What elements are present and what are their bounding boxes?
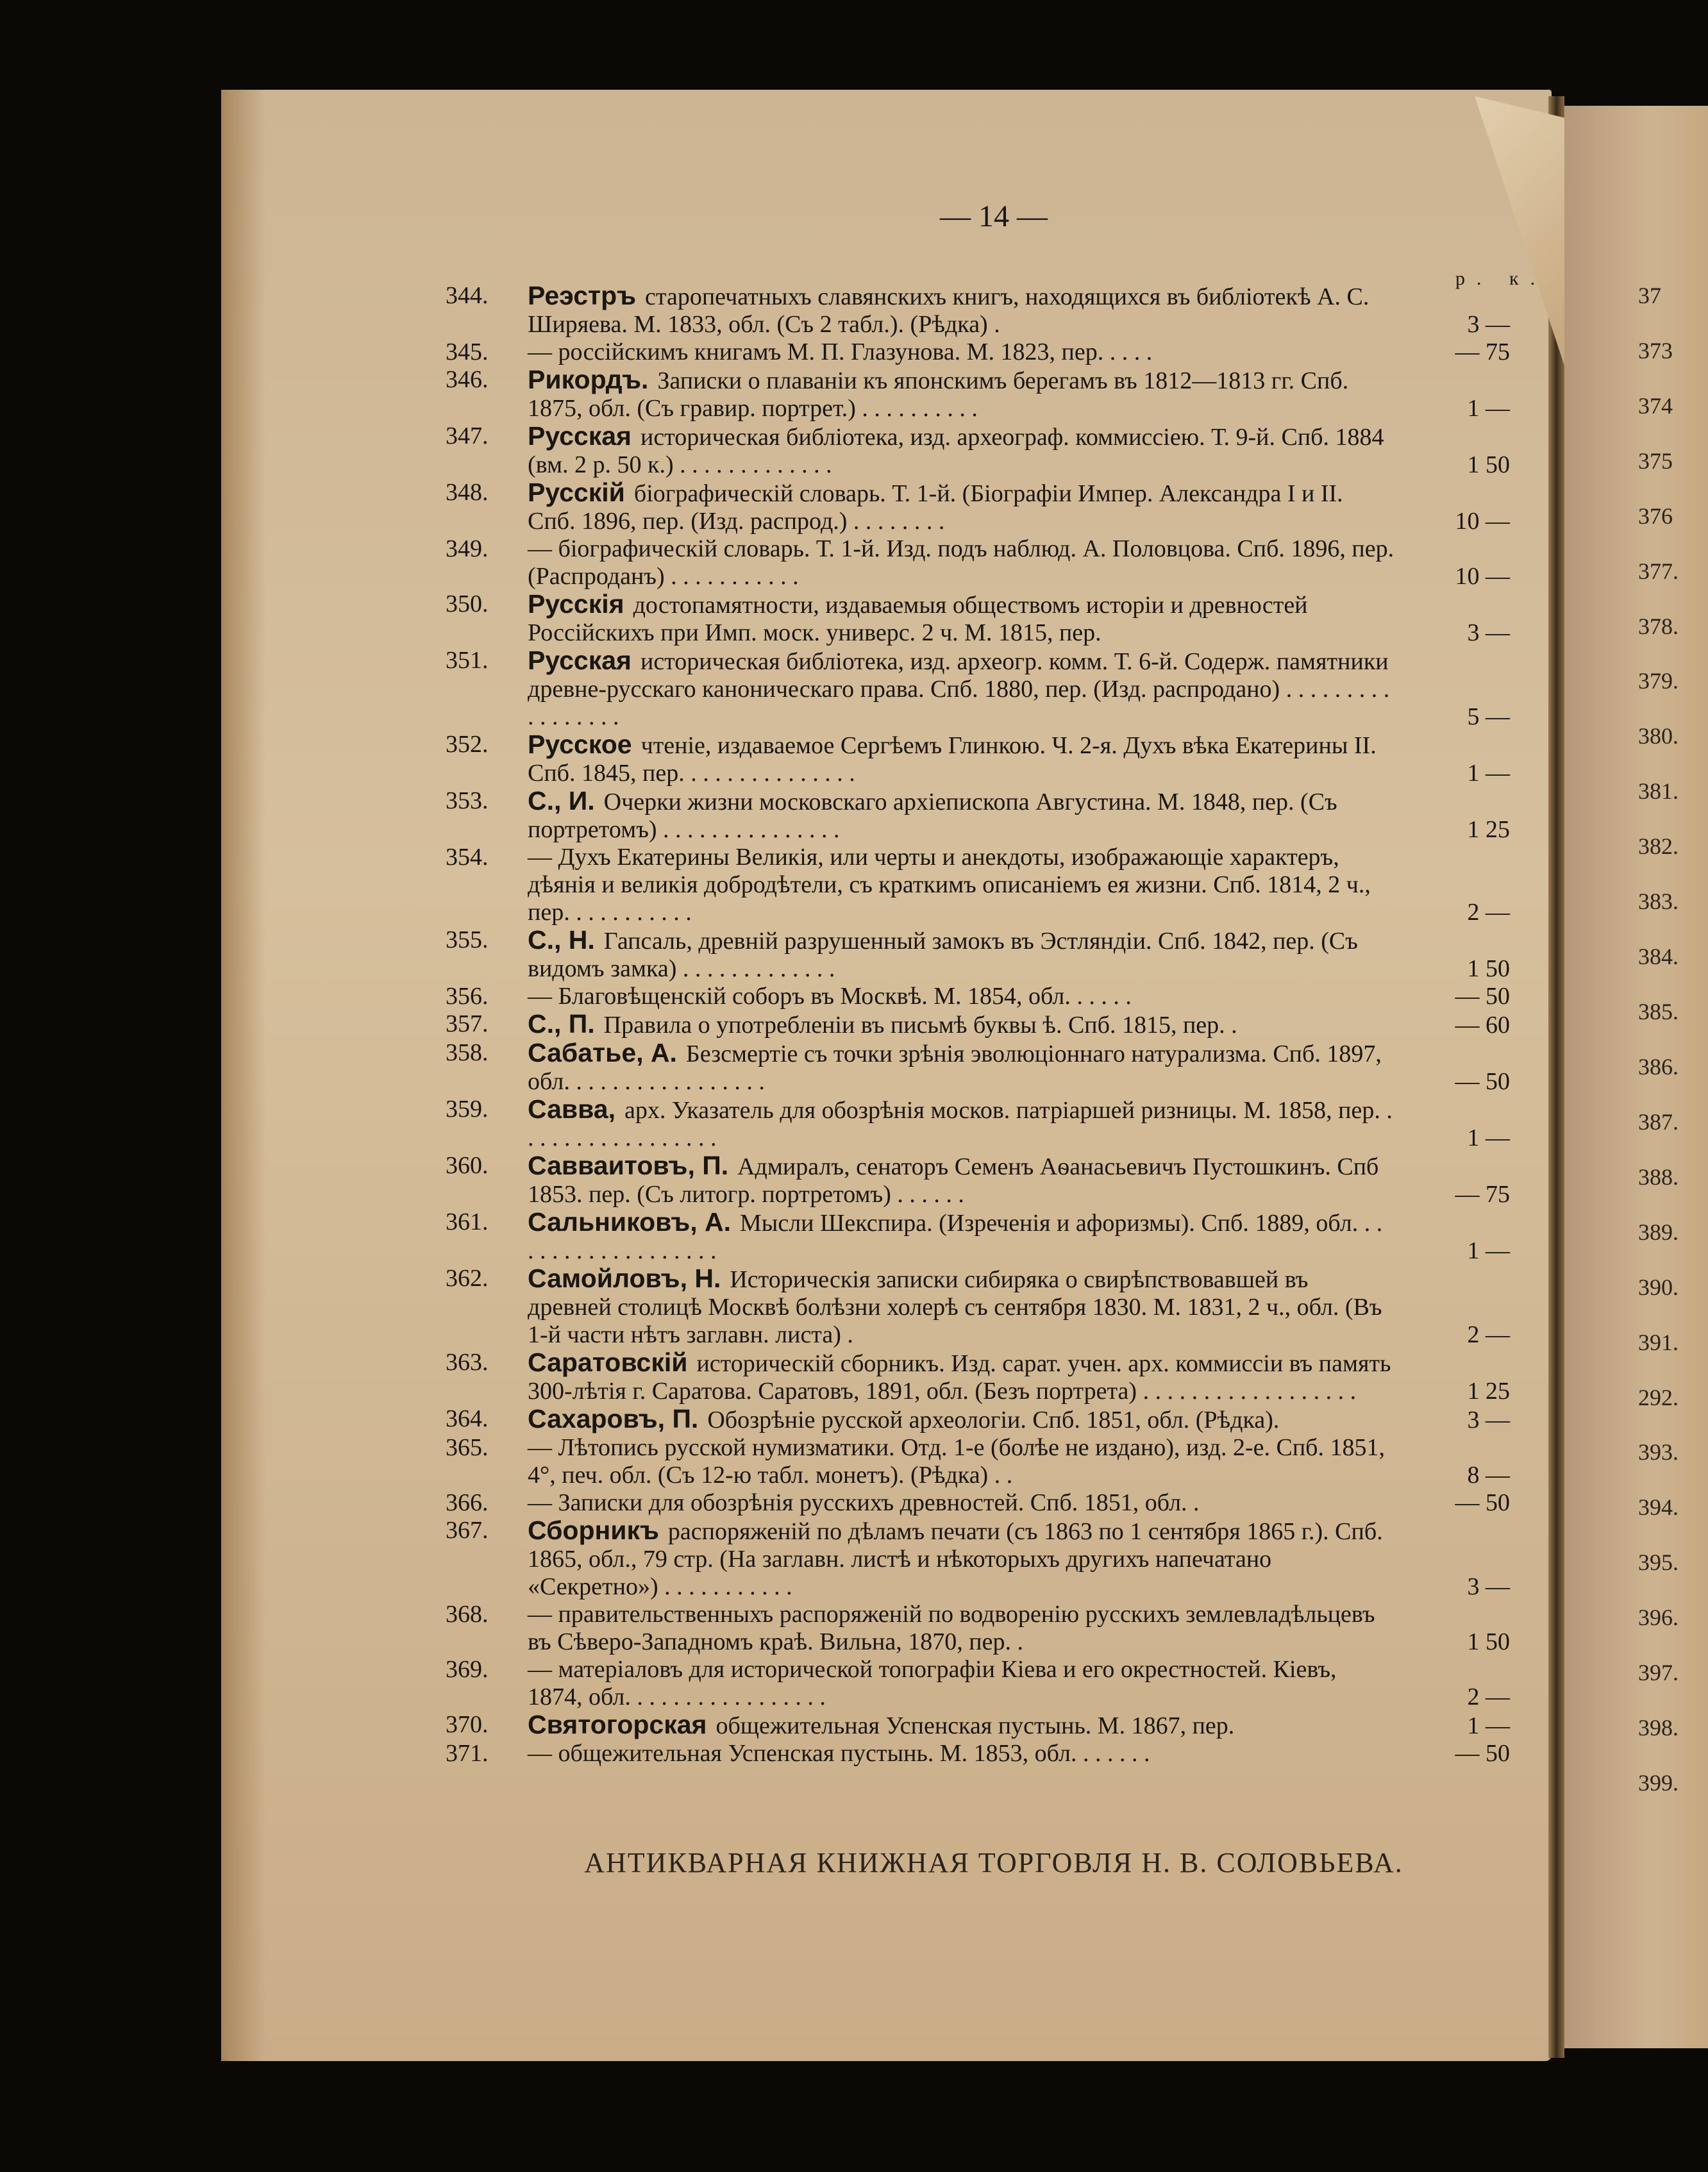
entry-description [528, 338, 1510, 366]
entry-text: Адмиралъ, сенаторъ Семенъ Аѳанасьевичъ Пустошкинъ. Спб 1853. пер. (Съ литогр. портретомъ) . . . . . . [528, 1153, 1379, 1208]
entry-number: 351. [446, 647, 489, 674]
entry-price: 5 — [1467, 703, 1510, 730]
entry-text: распоряженій по дѣламъ печати (съ 1863 по 1 сентября 1865 г.). Спб. 1865, обл., 79 стр. (На заглавн. листѣ и нѣкоторыхъ другихъ напечатано «Секретно») . . . . . . . . . . . [528, 1518, 1383, 1600]
right-page-entry-number: 386. [1638, 1054, 1679, 1080]
right-page-entry-number: 380. [1638, 723, 1679, 749]
entry-heading: С., И. [528, 786, 595, 815]
entry-description [528, 1010, 1510, 1039]
catalog-entry [446, 1208, 1510, 1265]
entry-number: 349. [446, 535, 489, 562]
right-page-entry-number: 391. [1638, 1330, 1679, 1355]
entry-description [528, 590, 1510, 647]
entry-price: 1 — [1467, 395, 1510, 422]
entry-number: 362. [446, 1265, 489, 1292]
right-page-entry-number: 373 [1638, 338, 1673, 363]
entry-description [528, 1152, 1510, 1208]
entry-price: 3 — [1467, 619, 1510, 646]
entry-number: 344. [446, 282, 489, 309]
right-page-entry-number: 393. [1638, 1439, 1679, 1465]
entry-heading: С., П. [528, 1009, 595, 1039]
entry-number: 361. [446, 1208, 489, 1235]
catalog-entry [446, 647, 1510, 731]
entry-text: историческій сборникъ. Изд. сарат. учен. арх. коммиссіи въ память 300-лѣтія г. Саратова. Саратовъ, 1891, обл. (Безъ портрета) . . . . . . . . . . . . . . . . . . [528, 1350, 1391, 1405]
right-page-fragment [1564, 106, 1708, 2048]
entry-number: 350. [446, 590, 489, 617]
entry-heading: Русскій [528, 478, 625, 507]
entry-price: 1 — [1467, 760, 1510, 787]
catalog-entry [446, 1601, 1510, 1656]
page-edge-shadow [221, 90, 266, 2061]
entry-text: — біографическій словарь. Т. 1-й. Изд. подъ наблюд. А. Половцова. Спб. 1896, пер. (Распроданъ) . . . . . . . . . . . [528, 535, 1394, 590]
catalog-entry [446, 1489, 1510, 1517]
entry-number: 355. [446, 926, 489, 953]
entry-text: Историческія записки сибиряка о свирѣпствовавшей въ древней столицѣ Москвѣ болѣзни холерѣ съ сентября 1830. М. 1831, 2 ч., обл. (Въ 1-й части нѣтъ заглавн. листа) . [528, 1266, 1382, 1348]
entry-number: 359. [446, 1096, 489, 1123]
catalog-entry [446, 422, 1510, 479]
entry-price: — 75 [1455, 338, 1510, 365]
entry-description [528, 1489, 1510, 1517]
entry-description [528, 1740, 1510, 1767]
right-page-entry-number: 381. [1638, 778, 1679, 804]
entry-price: 2 — [1467, 899, 1510, 926]
entry-heading: Реэстръ [528, 281, 637, 310]
right-page-entry-number: 388. [1638, 1164, 1679, 1190]
catalog-entry [446, 535, 1510, 590]
right-page-entry-number: 389. [1638, 1219, 1679, 1245]
right-page-entry-number: 387. [1638, 1109, 1679, 1135]
entry-number: 360. [446, 1152, 489, 1179]
entry-heading: Сборникъ [528, 1516, 659, 1545]
entry-heading: Сахаровъ, П. [528, 1404, 699, 1433]
entry-number: 370. [446, 1711, 489, 1738]
entry-text: Записки о плаваніи къ японскимъ берегамъ въ 1812—1813 гг. Спб. 1875, обл. (Съ гравир. портрет.) . . . . . . . . . . [528, 367, 1349, 422]
entry-text: біографическій словарь. Т. 1-й. (Біографіи Импер. Александра I и II. Спб. 1896, пер. (Изд. распрод.) . . . . . . . . [528, 480, 1343, 535]
entry-heading: Святогорская [528, 1710, 707, 1739]
catalog-entry [446, 1349, 1510, 1405]
entry-number: 354. [446, 844, 489, 871]
entry-heading: Русское [528, 730, 632, 759]
entry-number: 368. [446, 1601, 489, 1628]
entry-description [528, 1656, 1510, 1711]
entry-price: 8 — [1467, 1462, 1510, 1489]
entry-number: 347. [446, 422, 489, 449]
catalog-entry [446, 1010, 1510, 1039]
entry-price: 10 — [1455, 563, 1510, 590]
entry-text: историческая библіотека, изд. археогр. комм. Т. 6-й. Содерж. памятники древне-русскаго каноническаго права. Спб. 1880, пер. (Изд. распродано) . . . . . . . . . . . . . . . . . [528, 648, 1390, 730]
entry-heading: Саратовскій [528, 1348, 688, 1377]
entry-heading: Савва, [528, 1094, 615, 1124]
catalog-entry [446, 1711, 1510, 1740]
entry-price: 2 — [1467, 1683, 1510, 1710]
entry-text: — правительственныхъ распоряженій по водворенію русскихъ землевладѣльцевъ въ Сѣверо-Западномъ краѣ. Вильна, 1870, пер. . [528, 1601, 1375, 1655]
entry-heading: Русская [528, 421, 632, 451]
right-page-entry-number: 376 [1638, 503, 1673, 529]
right-page-entry-number: 398. [1638, 1715, 1679, 1741]
catalog-entry [446, 983, 1510, 1010]
entry-text: Мысли Шекспира. (Изреченія и афоризмы). Спб. 1889, обл. . . . . . . . . . . . . . . . . . . [528, 1210, 1383, 1264]
catalog-entry [446, 590, 1510, 647]
entry-number: 358. [446, 1039, 489, 1066]
entry-price: 1 50 [1467, 451, 1510, 478]
entry-price: 1 50 [1467, 955, 1510, 982]
entry-description [528, 787, 1510, 844]
entry-number: 364. [446, 1405, 489, 1432]
entry-description [528, 366, 1510, 422]
entry-text: Безсмертіе съ точки зрѣнія эволюціоннаго натурализма. Спб. 1897, обл. . . . . . . . . . . . . . . . . [528, 1040, 1382, 1095]
entry-description [528, 535, 1510, 590]
entry-number: 366. [446, 1489, 489, 1516]
entry-number: 356. [446, 983, 489, 1010]
entry-number: 367. [446, 1517, 489, 1544]
right-page-entry-number: 399. [1638, 1770, 1679, 1796]
catalog-entry [446, 731, 1510, 787]
entry-text: Обозрѣніе русской археологіи. Спб. 1851, обл. (Рѣдка). [707, 1407, 1280, 1433]
entry-number: 369. [446, 1656, 489, 1683]
entry-text: достопамятности, издаваемыя обществомъ исторіи и древностей Россійскихъ при Имп. моск. универс. 2 ч. М. 1815, пер. [528, 592, 1308, 646]
catalog-entry [446, 1152, 1510, 1208]
entry-description [528, 1517, 1510, 1601]
entry-heading: Сальниковъ, А. [528, 1207, 732, 1237]
entry-description [528, 479, 1510, 535]
catalog-entry [446, 844, 1510, 926]
right-page-entry-number: 292. [1638, 1385, 1679, 1410]
entry-price: 10 — [1455, 508, 1510, 535]
entry-description [528, 1265, 1510, 1349]
entry-number: 363. [446, 1349, 489, 1376]
entry-description [528, 422, 1510, 479]
catalog-entry [446, 1656, 1510, 1711]
entry-text: старопечатныхъ славянскихъ книгъ, находящихся въ библіотекѣ А. С. Ширяева. М. 1833, обл. (Съ 2 табл.). (Рѣдка) . [528, 283, 1369, 338]
entry-heading: Русскія [528, 589, 624, 619]
entry-description [528, 1096, 1510, 1152]
entry-description [528, 844, 1510, 926]
right-page-entry-number: 383. [1638, 889, 1679, 914]
entry-number: 365. [446, 1434, 489, 1461]
entry-price: — 60 [1455, 1012, 1510, 1039]
entry-heading: Савваитовъ, П. [528, 1151, 729, 1180]
catalog-entry [446, 479, 1510, 535]
entry-price: 1 50 [1467, 1628, 1510, 1655]
entry-description [528, 1208, 1510, 1265]
entry-text: — Записки для обозрѣнія русскихъ древностей. Спб. 1851, обл. . [528, 1489, 1200, 1516]
entry-price: — 75 [1455, 1181, 1510, 1208]
entry-price: 1 25 [1467, 816, 1510, 843]
right-page-entry-number: 37 [1638, 283, 1661, 308]
right-page-entry-number: 378. [1638, 614, 1679, 639]
entry-description [528, 1434, 1510, 1489]
catalog-entry [446, 1740, 1510, 1767]
entry-price: 2 — [1467, 1321, 1510, 1348]
entry-number: 353. [446, 787, 489, 814]
catalog-entry [446, 1265, 1510, 1349]
entry-heading: Сабатье, А. [528, 1038, 677, 1067]
entry-description [528, 983, 1510, 1010]
entry-description [528, 1405, 1510, 1434]
page-number: — 14 — [940, 199, 1048, 233]
entry-description [528, 1711, 1510, 1740]
entry-heading: Русская [528, 646, 632, 675]
entry-text: общежительная Успенская пустынь. М. 1867, пер. [716, 1712, 1235, 1739]
entry-description [528, 1039, 1510, 1096]
book-gutter [1548, 96, 1564, 2058]
entry-heading: Рикордъ. [528, 365, 649, 394]
right-page-entry-number: 397. [1638, 1660, 1679, 1685]
entry-description [528, 1349, 1510, 1405]
entry-price: 3 — [1467, 1407, 1510, 1433]
entry-price: — 50 [1455, 1068, 1510, 1095]
entry-text: историческая библіотека, изд. археограф. коммиссіею. Т. 9-й. Спб. 1884 (вм. 2 р. 50 к.) . . . . . . . . . . . . . [528, 424, 1384, 478]
catalog-entry [446, 1039, 1510, 1096]
entry-price: — 50 [1455, 983, 1510, 1010]
entry-text: Гапсаль, древній разрушенный замокъ въ Эстляндіи. Спб. 1842, пер. (Съ видомъ замка) . . . . . . . . . . . . . [528, 928, 1358, 982]
entry-price: — 50 [1455, 1740, 1510, 1767]
right-page-entry-number: 390. [1638, 1274, 1679, 1300]
entry-number: 352. [446, 731, 489, 758]
catalog-entry [446, 338, 1510, 366]
entry-number: 371. [446, 1740, 489, 1767]
entry-heading: С., Н. [528, 925, 595, 955]
right-page-entry-number: 394. [1638, 1494, 1679, 1520]
entry-description [528, 731, 1510, 787]
entry-description [528, 1601, 1510, 1656]
catalog-entry [446, 1517, 1510, 1601]
catalog-entry [446, 1096, 1510, 1152]
entry-price: 1 — [1467, 1124, 1510, 1151]
entry-description [528, 282, 1510, 338]
entry-text: чтеніе, издаваемое Сергѣемъ Глинкою. Ч. 2-я. Духъ вѣка Екатерины II. Спб. 1845, пер. . . . . . . . . . . . . . . [528, 732, 1377, 787]
entry-text: — Благовѣщенскій соборъ въ Москвѣ. М. 1854, обл. . . . . . [528, 983, 1132, 1010]
catalog-entry [446, 282, 1510, 338]
entry-price: — 50 [1455, 1489, 1510, 1516]
entry-description [528, 926, 1510, 983]
entry-heading: Самойловъ, Н. [528, 1264, 721, 1293]
entry-number: 345. [446, 338, 489, 365]
catalog-entries [446, 282, 1510, 1767]
catalog-entry [446, 1434, 1510, 1489]
entry-text: — общежительная Успенская пустынь. М. 1853, обл. . . . . . . [528, 1740, 1150, 1767]
entry-text: — Духъ Екатерины Великія, или черты и анекдоты, изображающіе характеръ, дѣянія и великія добродѣтели, съ краткимъ описаніемъ ея жизни. Спб. 1814, 2 ч., пер. . . . . . . . . . . [528, 844, 1371, 926]
price-column-header: р. к. [1455, 268, 1547, 289]
entry-number: 357. [446, 1010, 489, 1037]
entry-description [528, 647, 1510, 731]
page-footer: АНТИКВАРНАЯ КНИЖНАЯ ТОРГОВЛЯ Н. В. СОЛОВЬЕВА. [584, 1847, 1403, 1878]
right-page-entry-number: 377. [1638, 558, 1679, 584]
entry-price: 1 — [1467, 1712, 1510, 1739]
catalog-entry [446, 1405, 1510, 1434]
right-page-entry-number: 382. [1638, 833, 1679, 859]
entry-price: 1 — [1467, 1237, 1510, 1264]
right-page-entry-number: 396. [1638, 1605, 1679, 1630]
entry-text: Правила о употребленіи въ письмѣ буквы ѣ. Спб. 1815, пер. . [603, 1012, 1237, 1039]
entry-text: арх. Указатель для обозрѣнія москов. патріаршей ризницы. М. 1858, пер. . . . . . . . . . . . . . . . . . [528, 1097, 1393, 1151]
entry-text: — россійскимъ книгамъ М. П. Глазунова. М. 1823, пер. . . . . [528, 338, 1153, 365]
catalog-entry [446, 366, 1510, 422]
right-page-entry-number: 395. [1638, 1550, 1679, 1575]
entry-text: — Лѣтопись русской нумизматики. Отд. 1-е (болѣе не издано), изд. 2-е. Спб. 1851, 4°, печ. обл. (Съ 12-ю табл. монетъ). (Рѣдка) . . [528, 1434, 1386, 1489]
entry-price: 3 — [1467, 1573, 1510, 1600]
entry-text: Очерки жизни московскаго архіепископа Августина. М. 1848, пер. (Съ портретомъ) . . . . . . . . . . . . . . . [528, 789, 1337, 843]
right-page-entry-number: 375 [1638, 448, 1673, 474]
right-page-entry-number: 384. [1638, 944, 1679, 969]
catalog-entry [446, 787, 1510, 844]
entry-price: 1 25 [1467, 1378, 1510, 1405]
right-page-entry-number: 379. [1638, 668, 1679, 694]
right-page-entry-number: 385. [1638, 999, 1679, 1024]
entry-text: — матеріаловъ для исторической топографіи Кіева и его окрестностей. Кіевъ, 1874, обл. . . . . . . . . . . . . . . . . [528, 1656, 1337, 1710]
entry-number: 348. [446, 479, 489, 506]
right-page-entry-number: 374 [1638, 393, 1673, 419]
catalog-entry [446, 926, 1510, 983]
entry-price: 3 — [1467, 311, 1510, 338]
entry-number: 346. [446, 366, 489, 393]
